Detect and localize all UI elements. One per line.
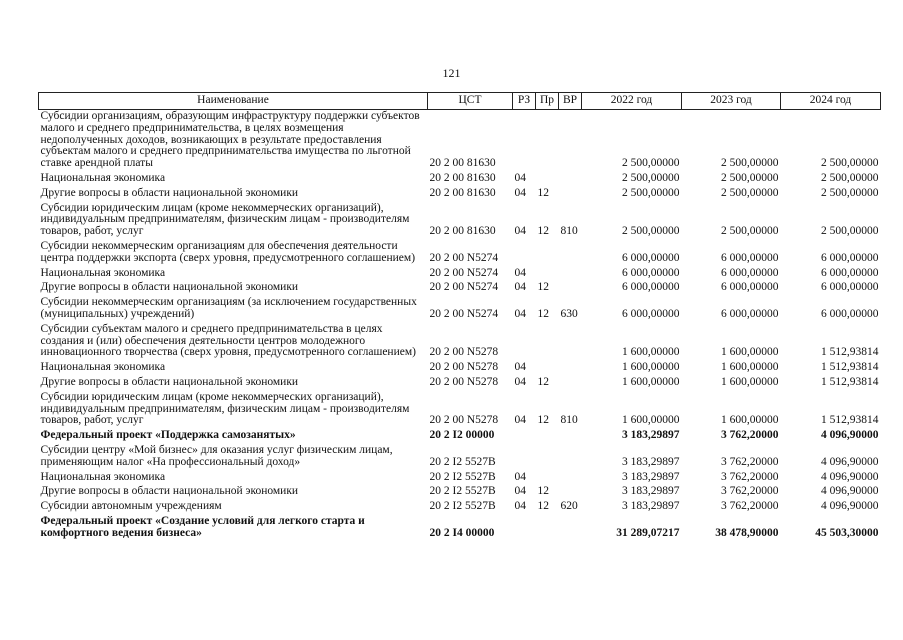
row-name: Другие вопросы в области национальной экономики [40, 485, 299, 498]
row-vr: 810 [560, 414, 578, 427]
row-vr [559, 172, 582, 187]
row-amount-2022: 2 500,00000 [622, 171, 680, 184]
row-name: Федеральный проект «Создание условий для легкого старта и комфортного ведения бизнеса» [40, 514, 365, 539]
row-cst: 20 2 I2 00000 [429, 429, 495, 442]
row-name: Национальная экономика [40, 361, 166, 374]
table-row [39, 267, 881, 282]
row-cst: 20 2 I2 5527B [429, 470, 496, 483]
col-header-cst: ЦСТ [428, 93, 513, 110]
row-amount-2024: 2 500,00000 [821, 171, 879, 184]
row-amount-2023: 3 762,20000 [721, 500, 779, 513]
row-amount-2024: 2 500,00000 [821, 157, 879, 170]
table-row [39, 485, 881, 500]
row-rz [513, 429, 536, 444]
row-amount-2022: 3 183,29897 [622, 485, 680, 498]
row-rz: 04 [514, 361, 526, 374]
row-amount-2023: 6 000,00000 [721, 307, 779, 320]
row-amount-2024: 4 096,90000 [821, 470, 879, 483]
col-header-rz: РЗ [513, 93, 536, 110]
table-row [39, 515, 881, 542]
table-row [39, 376, 881, 391]
row-rz [513, 240, 536, 267]
row-vr: 630 [560, 307, 578, 320]
row-amount-2023: 6 000,00000 [721, 266, 779, 279]
row-pr [536, 267, 559, 282]
row-amount-2023: 38 478,90000 [715, 526, 779, 539]
row-rz: 04 [514, 281, 526, 294]
row-name: Национальная экономика [40, 171, 166, 184]
row-cst: 20 2 00 N5278 [429, 375, 499, 388]
row-cst: 20 2 I2 5527B [429, 455, 496, 468]
row-amount-2023: 2 500,00000 [721, 157, 779, 170]
row-amount-2023: 3 762,20000 [721, 455, 779, 468]
row-amount-2024: 1 512,93814 [821, 346, 879, 359]
row-cst: 20 2 00 N5278 [429, 346, 499, 359]
row-pr: 12 [537, 281, 549, 294]
table-header-row [39, 93, 881, 110]
row-amount-2022: 2 500,00000 [622, 186, 680, 199]
row-cst: 20 2 I2 5527B [429, 500, 496, 513]
col-header-name: Наименование [39, 93, 428, 110]
row-cst: 20 2 00 N5274 [429, 307, 499, 320]
row-amount-2024: 1 512,93814 [821, 375, 879, 388]
table-row [39, 240, 881, 267]
row-amount-2022: 6 000,00000 [622, 251, 680, 264]
row-pr: 12 [537, 500, 549, 513]
row-name: Субсидии автономным учреждениям [40, 500, 222, 513]
row-amount-2023: 3 762,20000 [721, 485, 779, 498]
table-row [39, 281, 881, 296]
table-row [39, 444, 881, 471]
col-header-2023: 2023 год [682, 93, 781, 110]
col-header-2022: 2022 год [582, 93, 682, 110]
row-amount-2023: 2 500,00000 [721, 225, 779, 238]
row-pr: 12 [537, 485, 549, 498]
row-vr [559, 110, 582, 172]
row-rz: 04 [514, 500, 526, 513]
row-pr [536, 110, 559, 172]
row-amount-2023: 6 000,00000 [721, 281, 779, 294]
row-amount-2022: 1 600,00000 [622, 346, 680, 359]
row-cst: 20 2 I2 5527B [429, 485, 496, 498]
row-vr [559, 267, 582, 282]
row-amount-2024: 6 000,00000 [821, 281, 879, 294]
row-pr: 12 [537, 186, 549, 199]
row-rz: 04 [514, 307, 526, 320]
row-cst: 20 2 00 N5274 [429, 266, 499, 279]
row-cst: 20 2 00 N5274 [429, 251, 499, 264]
table-row [39, 110, 881, 172]
page-number: 121 [442, 66, 461, 80]
row-pr [536, 471, 559, 486]
row-name: Другие вопросы в области национальной экономики [40, 186, 299, 199]
row-name: Субсидии юридическим лицам (кроме некоммерческих организаций), индивидуальным предпринимателям, физическим лицам - производителям товаров, работ, услуг [40, 201, 410, 238]
row-cst: 20 2 00 81630 [429, 157, 496, 170]
row-rz: 04 [514, 375, 526, 388]
row-amount-2024: 6 000,00000 [821, 251, 879, 264]
row-amount-2024: 4 096,90000 [821, 500, 879, 513]
row-amount-2024: 6 000,00000 [821, 266, 879, 279]
row-cst: 20 2 00 81630 [429, 171, 496, 184]
row-amount-2023: 1 600,00000 [721, 361, 779, 374]
row-cst: 20 2 00 81630 [429, 225, 496, 238]
row-amount-2022: 1 600,00000 [622, 375, 680, 388]
row-pr [536, 515, 559, 542]
row-vr [559, 240, 582, 267]
row-rz [513, 323, 536, 361]
row-pr [536, 172, 559, 187]
row-amount-2023: 3 762,20000 [721, 470, 779, 483]
row-vr [559, 281, 582, 296]
table-row [39, 361, 881, 376]
row-amount-2024: 1 512,93814 [821, 361, 879, 374]
row-rz: 04 [514, 225, 526, 238]
row-pr [536, 240, 559, 267]
row-amount-2022: 1 600,00000 [622, 361, 680, 374]
row-amount-2023: 2 500,00000 [721, 186, 779, 199]
row-cst: 20 2 I4 00000 [429, 526, 495, 539]
table-row [39, 296, 881, 323]
row-amount-2022: 3 183,29897 [622, 470, 680, 483]
row-amount-2023: 1 600,00000 [721, 414, 779, 427]
row-vr [559, 429, 582, 444]
row-vr [559, 471, 582, 486]
table-row [39, 172, 881, 187]
row-vr: 810 [560, 225, 578, 238]
row-cst: 20 2 00 N5278 [429, 414, 499, 427]
row-cst: 20 2 00 N5278 [429, 361, 499, 374]
row-amount-2022: 31 289,07217 [616, 526, 680, 539]
row-amount-2022: 6 000,00000 [622, 281, 680, 294]
row-amount-2024: 6 000,00000 [821, 307, 879, 320]
row-rz: 04 [514, 171, 526, 184]
row-amount-2022: 2 500,00000 [622, 157, 680, 170]
row-rz [513, 515, 536, 542]
row-vr [559, 376, 582, 391]
row-name: Национальная экономика [40, 266, 166, 279]
row-amount-2024: 45 503,30000 [815, 526, 879, 539]
row-pr [536, 323, 559, 361]
budget-table [38, 92, 881, 542]
row-pr: 12 [537, 307, 549, 320]
row-amount-2022: 3 183,29897 [622, 429, 680, 442]
row-pr [536, 444, 559, 471]
row-vr: 620 [560, 500, 578, 513]
row-rz: 04 [514, 266, 526, 279]
row-cst: 20 2 00 N5274 [429, 281, 499, 294]
row-vr [559, 187, 582, 202]
row-rz: 04 [514, 485, 526, 498]
row-amount-2023: 2 500,00000 [721, 171, 779, 184]
row-amount-2024: 4 096,90000 [821, 429, 879, 442]
table-row [39, 323, 881, 361]
row-amount-2022: 3 183,29897 [622, 500, 680, 513]
row-amount-2024: 4 096,90000 [821, 485, 879, 498]
row-rz [513, 110, 536, 172]
row-amount-2024: 4 096,90000 [821, 455, 879, 468]
table-row [39, 187, 881, 202]
row-cst: 20 2 00 81630 [429, 186, 496, 199]
row-amount-2023: 1 600,00000 [721, 346, 779, 359]
row-amount-2022: 6 000,00000 [622, 307, 680, 320]
row-pr [536, 361, 559, 376]
row-amount-2022: 6 000,00000 [622, 266, 680, 279]
row-amount-2022: 2 500,00000 [622, 225, 680, 238]
row-pr: 12 [537, 375, 549, 388]
row-rz: 04 [514, 186, 526, 199]
row-rz [513, 444, 536, 471]
row-name: Федеральный проект «Поддержка самозанятых» [40, 429, 296, 442]
row-name: Субсидии юридическим лицам (кроме некоммерческих организаций), индивидуальным предпринимателям, физическим лицам - производителям товаров, работ, услуг [40, 390, 410, 427]
table-row [39, 202, 881, 240]
row-pr: 12 [537, 414, 549, 427]
row-rz: 04 [514, 414, 526, 427]
table-row [39, 429, 881, 444]
row-amount-2022: 3 183,29897 [622, 455, 680, 468]
row-name: Субсидии организациям, образующим инфраструктуру поддержки субъектов малого и среднего предпринимательства, в целях возмещения недополученных доходов, возникающих в результате предоставления субъектам малого и среднего предпринимательства имущества по льготной ставке арендной платы [40, 110, 420, 170]
table-row [39, 500, 881, 515]
row-amount-2023: 1 600,00000 [721, 375, 779, 388]
row-name: Субсидии центру «Мой бизнес» для оказания услуг физическим лицам, применяющим налог «На профессиональный доход» [40, 443, 393, 468]
row-amount-2024: 2 500,00000 [821, 186, 879, 199]
row-rz: 04 [514, 470, 526, 483]
col-header-2024: 2024 год [781, 93, 881, 110]
row-amount-2023: 6 000,00000 [721, 251, 779, 264]
row-amount-2024: 1 512,93814 [821, 414, 879, 427]
row-name: Субсидии некоммерческим организациям (за исключением государственных (муниципальных) учреждений) [40, 296, 417, 320]
row-vr [559, 515, 582, 542]
row-pr [536, 429, 559, 444]
row-name: Другие вопросы в области национальной экономики [40, 281, 299, 294]
col-header-pr: Пр [536, 93, 559, 110]
col-header-vr: ВР [559, 93, 582, 110]
row-name: Субсидии субъектам малого и среднего предпринимательства в целях создания и (или) обеспечения деятельности центров молодежного инновационного творчества (сверх уровня, предусмотренного соглашением) [40, 322, 416, 359]
row-pr: 12 [537, 225, 549, 238]
row-amount-2024: 2 500,00000 [821, 225, 879, 238]
row-vr [559, 323, 582, 361]
row-amount-2023: 3 762,20000 [721, 429, 779, 442]
table-row [39, 391, 881, 429]
row-name: Национальная экономика [40, 470, 166, 483]
row-name: Другие вопросы в области национальной экономики [40, 375, 299, 388]
row-vr [559, 485, 582, 500]
row-amount-2022: 1 600,00000 [622, 414, 680, 427]
row-vr [559, 361, 582, 376]
table-row [39, 471, 881, 486]
row-vr [559, 444, 582, 471]
row-name: Субсидии некоммерческим организациям для обеспечения деятельности центра поддержки экспорта (сверх уровня, предусмотренного соглашением) [40, 239, 416, 264]
